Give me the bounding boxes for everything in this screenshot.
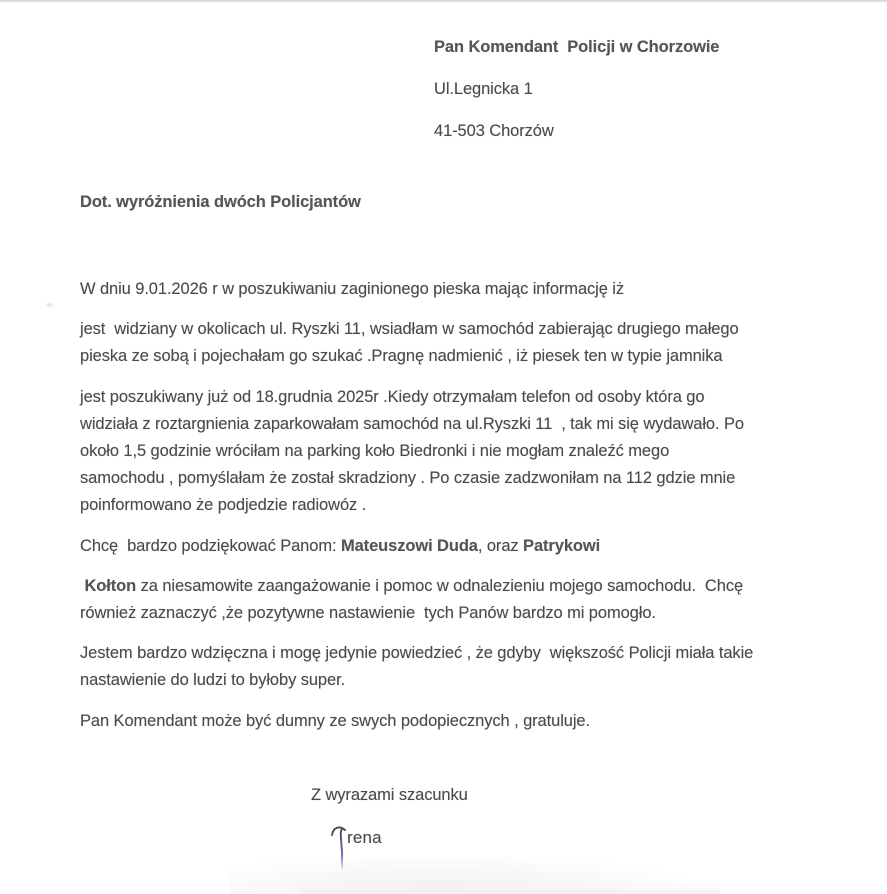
recipient-line: Ul.Legnicka 1 (434, 80, 533, 98)
text-run: około 1,5 godzinie wróciłam na parking koło Biedronki i nie mogłam znaleźć mego (80, 442, 670, 461)
subject-line: Dot. wyróżnienia dwóch Policjantów (80, 193, 361, 211)
text-run: poinformowano że podjedzie radiowóz . (80, 496, 367, 515)
paragraph (80, 708, 870, 735)
text-run: pieska ze sobą i pojechałam go szukać .Pragnę nadmienić , iż piesek ten w typie jamnika (80, 347, 723, 366)
paragraph (80, 316, 870, 370)
text-run: jest poszukiwany już od 18.grudnia 2025r .Kiedy otrzymałam telefon od osoby która go (80, 387, 705, 406)
text-run: widziała z roztargnienia zaparkowałam samochód na ul.Ryszki 11 , tak mi się wydawało. Po (80, 414, 744, 433)
recipient-line: 41-503 Chorzów (434, 122, 554, 140)
scan-smudge (45, 302, 54, 308)
text-run: Jestem bardzo wdzięczna i mogę jedynie powiedzieć , że gdyby większość Policji miała takie (80, 644, 754, 663)
paragraph (80, 384, 870, 520)
text-run: również zaznaczyć ,że pozytywne nastawienie tych Panów bardzo mi pomogło. (80, 604, 656, 623)
text-run: za niesamowite zaangażowanie i pomoc w odnalezieniu mojego samochodu. Chcę (136, 576, 744, 595)
text-run: Pan Komendant może być dumny ze swych podopiecznych , gratuluje. (80, 711, 590, 730)
signature-text: rena (347, 828, 382, 847)
paragraph (80, 533, 870, 560)
text-run: Kołton (84, 576, 137, 595)
text-run: Chcę bardzo podziękować Panom: (80, 536, 341, 555)
scan-top-edge (0, 0, 887, 3)
text-run: jest widziany w okolicach ul. Ryszki 11, wsiadłam w samochód zabierając drugiego małego (80, 320, 739, 339)
letter-body (80, 276, 870, 748)
text-run: Mateuszowi Duda (340, 536, 478, 555)
paragraph (80, 640, 870, 694)
text-run: nastawienie do ludzi to byłoby super. (80, 671, 346, 690)
text-run: samochodu , pomyślałam że został skradziony . Po czasie zadzwoniłam na 112 gdzie mnie (80, 469, 736, 488)
text-run: W dniu 9.01.2026 r w poszukiwaniu zaginionego pieska mając informację iż (80, 280, 625, 298)
scan-bottom-strip (300, 886, 720, 894)
recipient-line: Pan Komendant Policji w Chorzowie (434, 38, 720, 56)
paragraph (80, 276, 870, 303)
paragraph (80, 573, 870, 627)
text-run: Patrykowi (523, 536, 601, 555)
text-run: , oraz (477, 536, 524, 555)
recipient-address-block (434, 26, 719, 152)
closing-line: Z wyrazami szacunku (311, 786, 468, 804)
